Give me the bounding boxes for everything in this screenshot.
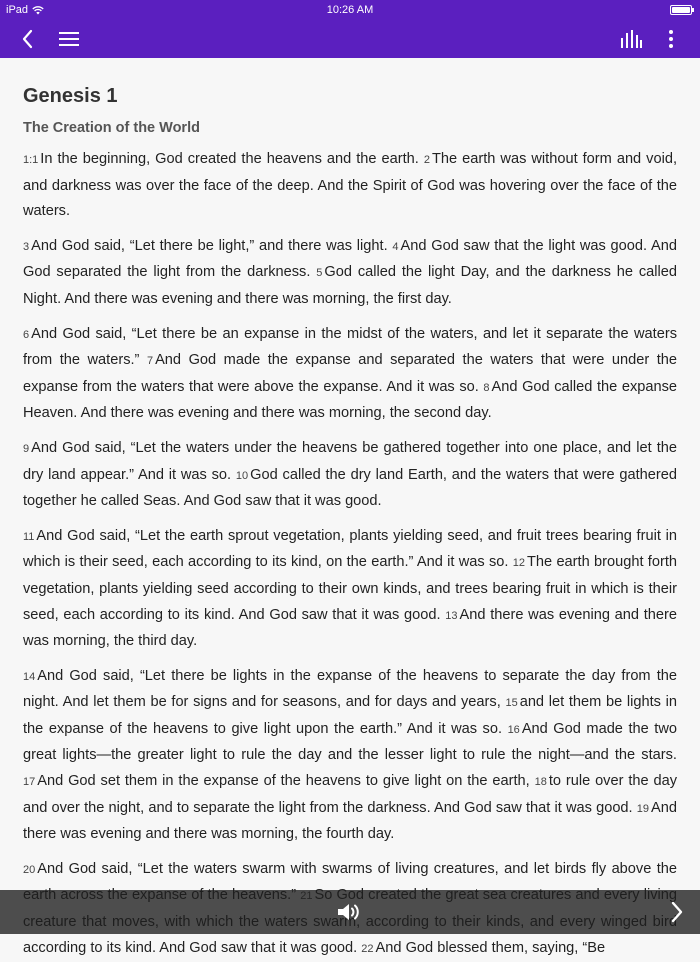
audio-player-bar	[0, 890, 700, 934]
verse-text[interactable]: The earth brought forth vegetation, plants yielding seed according to their own kinds, and trees bearing fruit in which is their seed, each according to its kind. And God saw that it was good.	[23, 554, 677, 623]
verse-number[interactable]: 14	[23, 670, 36, 683]
more-vertical-icon	[668, 29, 674, 49]
verse-number[interactable]: 8	[483, 381, 490, 394]
back-button[interactable]	[13, 24, 43, 54]
next-chapter-button[interactable]	[664, 898, 690, 926]
verse-text[interactable]: And God made the two great lights—the greater light to rule the day and the lesser light to rule the night—and the stars.	[23, 720, 677, 764]
verse-text[interactable]: God called the light Day, and the darkness he called Night. And there was evening and there was morning, the first day.	[23, 264, 677, 307]
audio-levels-button[interactable]	[616, 24, 646, 54]
verse-number[interactable]: 6	[23, 328, 30, 341]
speaker-icon	[336, 901, 362, 923]
audio-play-button[interactable]	[334, 898, 364, 926]
verse-text[interactable]: And God said, “Let the waters under the heavens be gathered together into one place, and let the dry land appear.” And it was so.	[23, 439, 677, 483]
verse-paragraph	[23, 436, 677, 515]
verse-paragraph	[23, 234, 677, 313]
equalizer-icon	[620, 30, 642, 48]
verse-paragraph	[23, 664, 677, 848]
verse-text[interactable]: In the beginning, God created the heavens and the earth.	[40, 151, 419, 167]
verse-number[interactable]: 5	[316, 267, 323, 280]
status-bar	[0, 0, 700, 20]
verse-paragraph	[23, 147, 677, 225]
verse-number[interactable]: 22	[361, 942, 374, 955]
verse-paragraphs	[23, 147, 677, 962]
verse-number[interactable]: 3	[23, 240, 30, 253]
verse-number[interactable]: 10	[235, 469, 249, 482]
verse-text[interactable]: And there was evening and there was morning, the fourth day.	[23, 799, 677, 843]
verse-number[interactable]: 1:1	[23, 154, 39, 166]
verse-number[interactable]: 15	[505, 697, 518, 710]
chapter-title: Genesis 1	[23, 85, 118, 107]
verse-text[interactable]: And God said, “Let there be lights in the expanse of the heavens to separate the day from the night. And let them be for signs and for seasons, and for days and years,	[23, 667, 677, 711]
verse-number[interactable]: 12	[512, 557, 525, 570]
verse-number[interactable]: 13	[445, 609, 458, 622]
verse-number[interactable]: 9	[23, 442, 30, 455]
verse-text[interactable]: And God said, “Let the waters swarm with swarms of living creatures, and let birds fly above the	[37, 860, 677, 877]
verse-text[interactable]: And God said, “Let there be light,” and there was light.	[31, 237, 388, 254]
verse-text[interactable]: according to its kind. And God saw that it was good.	[23, 939, 358, 956]
verse-number[interactable]: 11	[23, 530, 35, 543]
verse-number[interactable]: 2	[423, 154, 430, 166]
verse-text[interactable]: God called the dry land Earth, and the waters that were gathered together he called Seas. And God saw that it was good.	[23, 466, 678, 510]
verse-number[interactable]: 17	[23, 776, 36, 789]
verse-number[interactable]: 7	[146, 355, 154, 368]
reader-content[interactable]	[0, 58, 700, 956]
verse-text[interactable]: And God saw that the light was good. And God separated the light from the darkness.	[23, 237, 677, 281]
verse-text[interactable]: to rule over the day and over the night, and to separate the light from the darkness. And God saw that it was good.	[23, 773, 677, 816]
verse-text[interactable]: And God blessed them, saying, “Be	[375, 939, 606, 956]
verse-text[interactable]: And God made the expanse and separated the waters that were under the expanse from the waters that were above the expanse. And it was so.	[23, 352, 677, 395]
verse-text[interactable]: And God called the expanse Heaven. And there was evening and there was morning, the second day.	[23, 378, 677, 422]
verse-text[interactable]: And God said, “Let the earth sprout vegetation, plants yielding seed, and fruit trees bearing fruit in which is their seed, each according to its kind, on the earth.” And it was so.	[23, 527, 677, 571]
more-options-button[interactable]	[656, 24, 686, 54]
verse-number[interactable]: 18	[534, 776, 547, 789]
verse-text[interactable]: and let them be lights in the expanse of the heavens to give light upon the earth.” And it was so.	[23, 694, 678, 737]
verse-number[interactable]: 19	[636, 802, 650, 815]
verse-paragraph	[23, 322, 677, 427]
verse-text[interactable]: The earth was without form and void, and darkness was over the face of the deep. And the Spirit of God was hovering over the face of the waters.	[23, 151, 678, 220]
top-navigation-bar	[0, 20, 700, 58]
verse-text[interactable]: And there was evening and there was morning, the third day.	[23, 606, 677, 650]
status-time: 10:26 AM	[326, 4, 374, 16]
chevron-left-icon	[21, 29, 35, 49]
verse-paragraph	[23, 524, 677, 655]
verse-number[interactable]: 4	[392, 240, 399, 253]
chevron-right-icon	[670, 901, 684, 923]
verse-text[interactable]: And God set them in the expanse of the heavens to give light on the earth,	[37, 773, 530, 790]
verse-text[interactable]: And God said, “Let there be an expanse in the midst of the waters, and let it separate the waters from the waters.”	[23, 325, 677, 369]
menu-button[interactable]	[54, 24, 84, 54]
battery-icon	[670, 5, 692, 15]
verse-number[interactable]: 20	[23, 863, 36, 876]
verse-number[interactable]: 16	[507, 723, 520, 736]
section-heading: The Creation of the World	[23, 120, 200, 136]
device-name: iPad	[6, 4, 29, 16]
hamburger-menu-icon	[58, 31, 80, 47]
